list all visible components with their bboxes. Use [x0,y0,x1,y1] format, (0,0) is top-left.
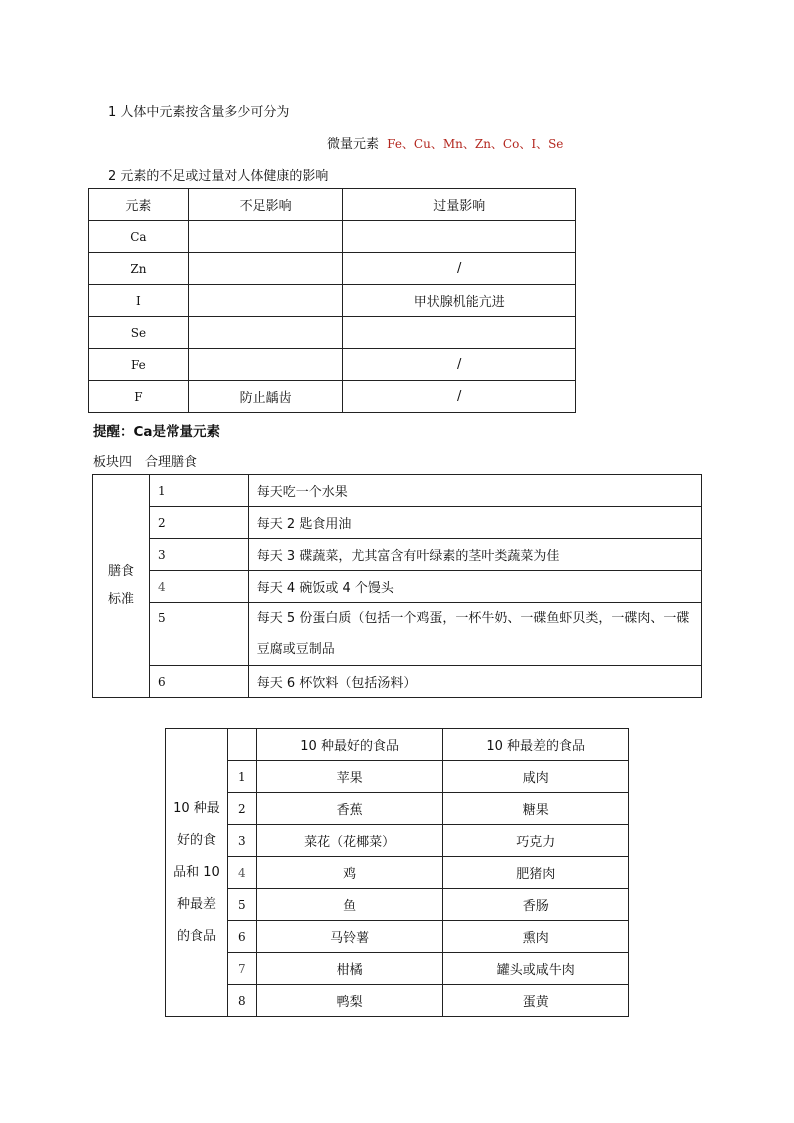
table-row [89,317,576,349]
worst-food: 香肠 [443,889,629,921]
row-content: 每天 6 杯饮料（包括汤料） [248,666,701,698]
row-number: 5 [149,603,248,666]
table-row [166,857,629,889]
best-food: 鸡 [256,857,443,889]
table-header-row [166,729,629,761]
header-worst: 10 种最差的食品 [443,729,629,761]
trace-elements-line [327,133,563,152]
section2-title: 2 元素的不足或过量对人体健康的影响 [108,169,329,184]
table-row [166,825,629,857]
best-food: 马铃薯 [256,921,443,953]
table-row [166,761,629,793]
excess-cell: / [343,349,576,381]
table-row [93,475,702,507]
excess-cell: 甲状腺机能亢进 [343,285,576,317]
worst-food: 肥猪肉 [443,857,629,889]
row-number: 6 [227,921,256,953]
row-content: 每天 3 碟蔬菜，尤其富含有叶绿素的茎叶类蔬菜为佳 [248,539,701,571]
header-element: 元素 [89,189,189,221]
header-deficiency: 不足影响 [188,189,343,221]
row-content: 每天 2 匙食用油 [248,507,701,539]
table-row [93,539,702,571]
worst-food: 罐头或咸牛肉 [443,953,629,985]
reminder-note: 提醒：Ca是常量元素 [93,424,221,440]
deficiency-cell: 防止龋齿 [188,381,343,413]
row-number: 2 [227,793,256,825]
row-content: 每天 5 份蛋白质（包括一个鸡蛋，一杯牛奶、一碟鱼虾贝类，一碟肉、一碟豆腐或豆制品 [248,603,701,666]
row-number: 7 [227,953,256,985]
block-title: 板块四 合理膳食 [93,455,198,470]
trace-list: Fe、Cu、Mn、Zn、Co、I、Se [387,137,564,151]
worst-food: 熏肉 [443,921,629,953]
table-row [166,889,629,921]
best-worst-foods-table [165,728,629,1017]
section1-title: 1 人体中元素按含量多少可分为 [108,105,290,120]
row-number: 4 [149,571,248,603]
table-row [93,666,702,698]
best-food: 香蕉 [256,793,443,825]
table-row [166,985,629,1017]
deficiency-cell [188,253,343,285]
best-food: 柑橘 [256,953,443,985]
foods-side-label: 10 种最好的食品和 10 种最差的食品 [166,729,228,1017]
table-row [89,221,576,253]
deficiency-cell [188,285,343,317]
deficiency-cell [188,221,343,253]
diet-standard-label: 膳食标准 [93,475,150,698]
best-food: 鱼 [256,889,443,921]
table-row [89,381,576,413]
diet-standard-table [92,474,702,698]
table-row [93,507,702,539]
table-row [89,349,576,381]
header-blank [227,729,256,761]
row-number: 4 [227,857,256,889]
table-header-row [89,189,576,221]
table-row [89,285,576,317]
table-row [166,921,629,953]
row-content: 每天吃一个水果 [248,475,701,507]
element-cell: Zn [89,253,189,285]
element-cell: Se [89,317,189,349]
table-row [166,953,629,985]
best-food: 苹果 [256,761,443,793]
worst-food: 蛋黄 [443,985,629,1017]
best-food: 鸭梨 [256,985,443,1017]
table-row [89,253,576,285]
row-number: 5 [227,889,256,921]
row-number: 2 [149,507,248,539]
element-cell: Ca [89,221,189,253]
row-number: 8 [227,985,256,1017]
trace-label: 微量元素 [327,137,380,152]
worst-food: 咸肉 [443,761,629,793]
row-number: 6 [149,666,248,698]
header-excess: 过量影响 [343,189,576,221]
element-cell: I [89,285,189,317]
deficiency-cell [188,317,343,349]
element-effects-table [88,188,576,413]
excess-cell [343,221,576,253]
worst-food: 巧克力 [443,825,629,857]
row-number: 3 [149,539,248,571]
table-row [93,571,702,603]
header-best: 10 种最好的食品 [256,729,443,761]
worst-food: 糖果 [443,793,629,825]
excess-cell [343,317,576,349]
row-number: 3 [227,825,256,857]
table-row [93,603,702,666]
row-number: 1 [149,475,248,507]
element-cell: F [89,381,189,413]
best-food: 菜花（花椰菜） [256,825,443,857]
row-content: 每天 4 碗饭或 4 个馒头 [248,571,701,603]
excess-cell: / [343,381,576,413]
element-cell: Fe [89,349,189,381]
excess-cell: / [343,253,576,285]
table-row [166,793,629,825]
deficiency-cell [188,349,343,381]
row-number: 1 [227,761,256,793]
